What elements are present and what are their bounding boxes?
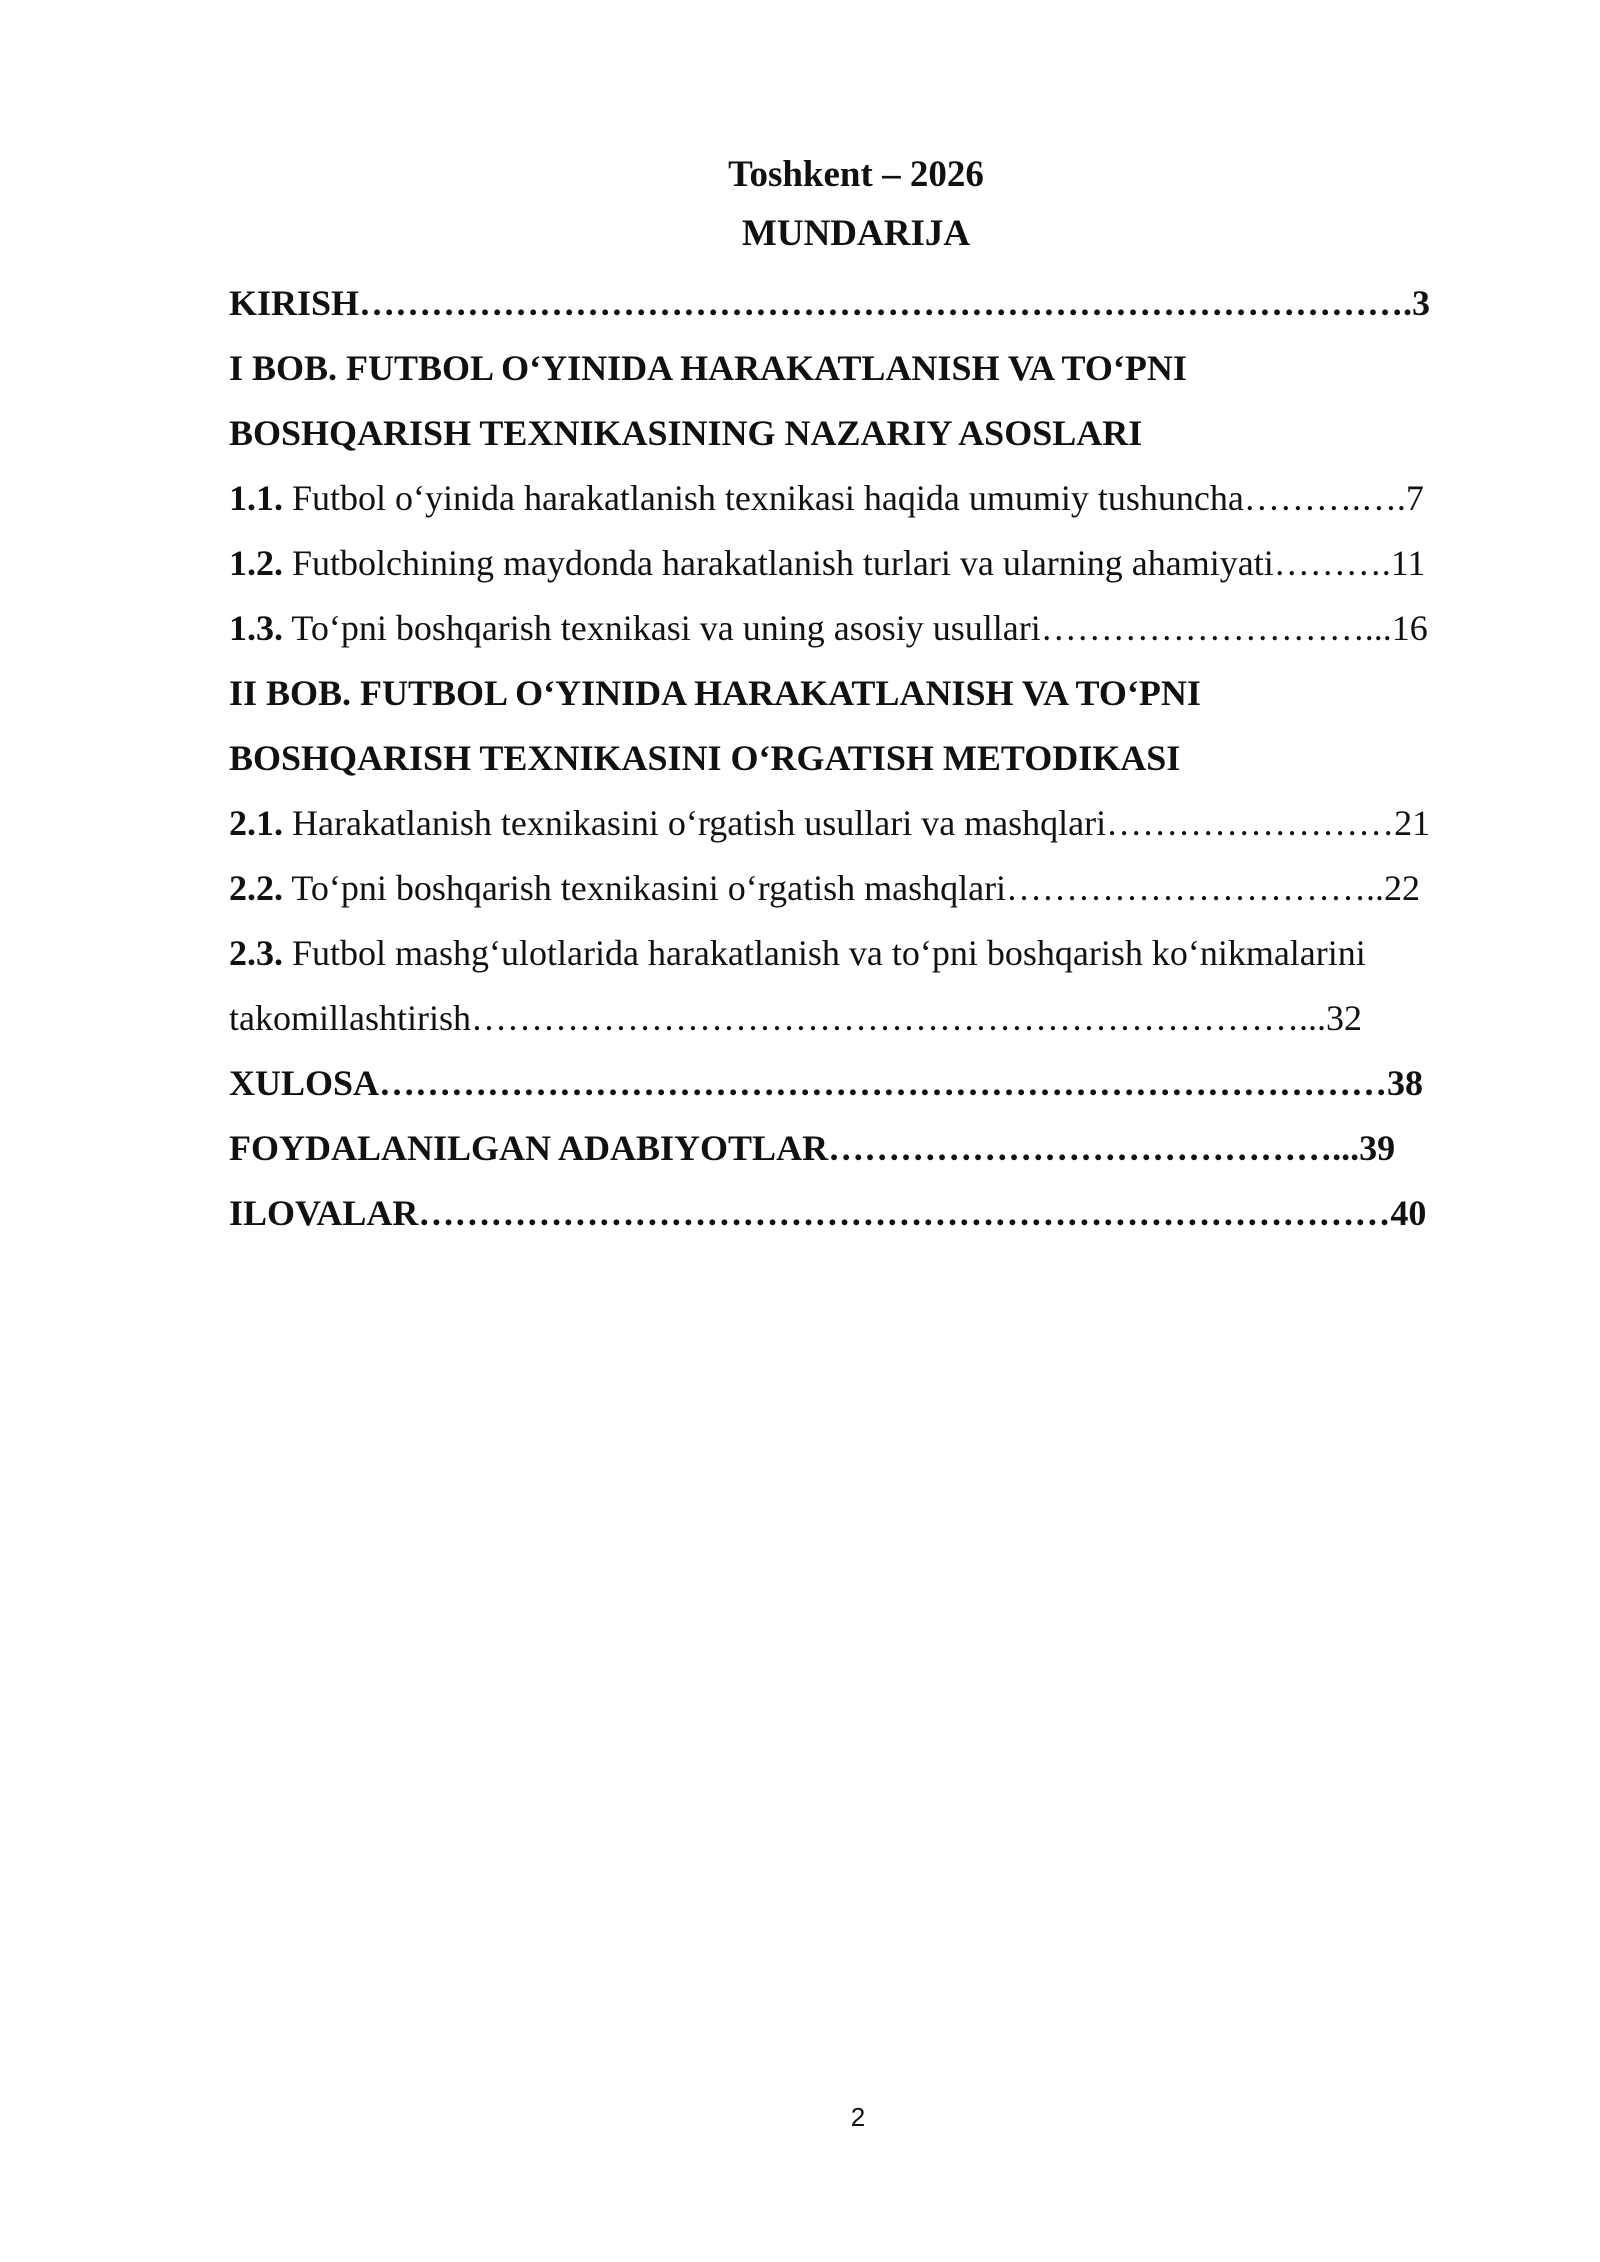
toc-section-2-1[interactable]	[229, 791, 1489, 856]
toc-section-number: 1.2.	[229, 543, 283, 583]
toc-chapter-2-line-1[interactable]	[229, 661, 1489, 726]
toc-entry-text: BOSHQARISH TEXNIKASINING NAZARIY ASOSLARI	[229, 413, 1143, 453]
toc-entry-text: Futbol o‘yinida harakatlanish texnikasi haqida umumiy tushuncha……….….7	[283, 478, 1424, 518]
toc-section-1-2[interactable]	[229, 531, 1489, 596]
toc-section-number: 2.2.	[229, 868, 283, 908]
toc-entry-text: KIRISH…………………………………………………………………………….3	[229, 283, 1431, 323]
toc-entry-adabiyotlar[interactable]	[229, 1116, 1489, 1181]
toc-entry-text: ILOVALAR………………………………………………………………………40	[229, 1193, 1427, 1233]
toc-entry-text: To‘pni boshqarish texnikasi va uning asosiy usullari………………………...16	[283, 608, 1428, 648]
toc-section-2-3-line-1[interactable]	[229, 921, 1489, 986]
toc-entry-text: XULOSA…………………………………………………………………………38	[229, 1063, 1424, 1103]
toc-entry-text: takomillashtirish……………………………………………………………...32	[229, 998, 1362, 1038]
toc-section-1-1[interactable]	[229, 466, 1489, 531]
toc-chapter-1-line-1[interactable]	[229, 336, 1489, 401]
toc-entry-text: I BOB. FUTBOL O‘YINIDA HARAKATLANISH VA TO‘PNI	[229, 348, 1187, 388]
toc-section-number: 1.3.	[229, 608, 283, 648]
toc-entry-xulosa[interactable]	[229, 1051, 1489, 1116]
toc-entry-text: To‘pni boshqarish texnikasini o‘rgatish mashqlari…………………………..22	[283, 868, 1421, 908]
toc-title: MUNDARIJA	[741, 213, 971, 254]
toc-section-number: 1.1.	[229, 478, 283, 518]
toc-entry-text: BOSHQARISH TEXNIKASINI O‘RGATISH METODIKASI	[229, 738, 1181, 778]
toc-entry-text: Harakatlanish texnikasini o‘rgatish usullari va mashqlari……………………21	[283, 803, 1431, 843]
toc-entry-ilovalar[interactable]	[229, 1181, 1489, 1246]
toc-entry-kirish[interactable]	[229, 271, 1489, 336]
toc-section-2-2[interactable]	[229, 856, 1489, 921]
toc-entry-text: II BOB. FUTBOL O‘YINIDA HARAKATLANISH VA TO‘PNI	[229, 673, 1201, 713]
toc-section-2-3-line-2[interactable]	[229, 986, 1489, 1051]
toc-section-1-3[interactable]	[229, 596, 1489, 661]
toc-chapter-1-line-2[interactable]	[229, 401, 1489, 466]
table-of-contents	[229, 271, 1489, 1246]
toc-section-number: 2.1.	[229, 803, 283, 843]
page-number: 2	[850, 2102, 866, 2132]
toc-entry-text: Futbolchining maydonda harakatlanish turlari va ularning ahamiyati……….11	[283, 543, 1426, 583]
toc-section-number: 2.3.	[229, 933, 283, 973]
city-year: Toshkent – 2026	[728, 154, 984, 195]
toc-chapter-2-line-2[interactable]	[229, 726, 1489, 791]
toc-entry-text: Futbol mashg‘ulotlarida harakatlanish va to‘pni boshqarish ko‘nikmalarini	[283, 933, 1366, 973]
toc-entry-text: FOYDALANILGAN ADABIYOTLAR……………………………………...39	[229, 1128, 1396, 1168]
